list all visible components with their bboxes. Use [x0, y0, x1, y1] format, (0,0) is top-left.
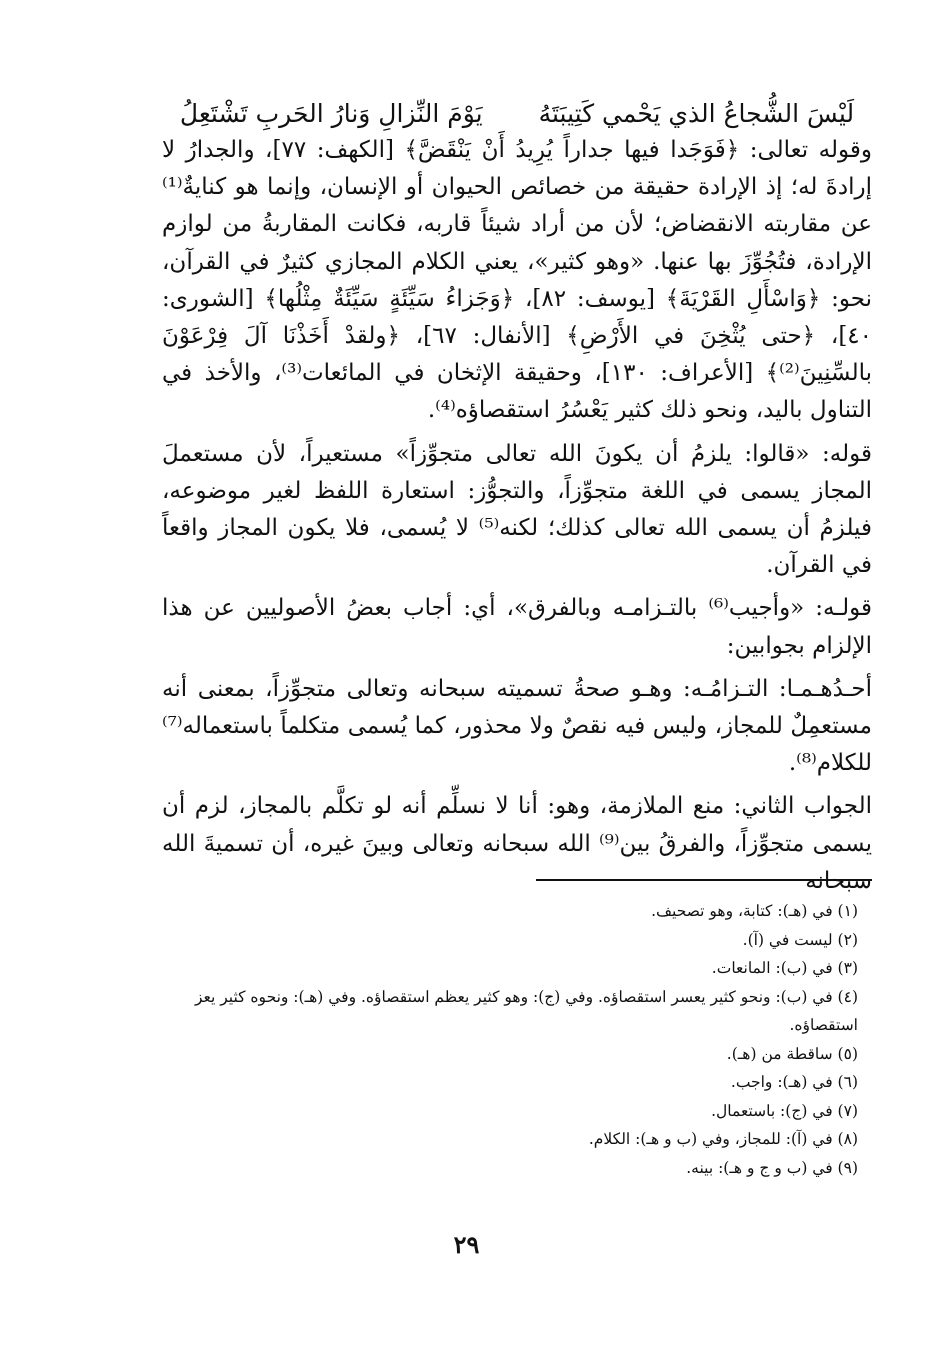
paragraph-reply-intro: قولـه: «وأجيب⁽⁶⁾ بالتـزامـه وبالفرق»، أي: أجاب بعضُ الأصوليين عن هذا الإلزام بجوابين:	[162, 595, 872, 659]
footnote-item: (٦) في (هـ): واجب.	[730, 1073, 858, 1091]
footnote-item: (٨) في (آ): للمجاز، وفي (ب و هـ): الكلام.	[588, 1130, 858, 1148]
footnote-item: (٩) في (ب و ج و هـ): بينه.	[686, 1158, 858, 1177]
footnotes-section	[150, 897, 862, 1182]
footnote-divider	[536, 879, 872, 881]
main-text	[162, 95, 872, 900]
poetry-verse	[162, 95, 872, 132]
paragraph-quran-examples: وقوله تعالى: ﴿فَوَجَدا فيها جداراً يُرِيدُ أَنْ يَنْقَضَّ﴾ [الكهف: ٧٧]، والجدارُ لا إرادةَ له؛ إذ الإرادة حقيقة من خصائص الحيوان أو الإنسان، وإنما هو كنايةٌ⁽¹⁾ عن مقاربته الانقضاض؛ لأن من أراد شيئاً قاربه، فكانت المقاربةُ من لوازم الإرادة، فتُجُوِّزَ بها عنها. «وهو كثير»، يعني الكلام المجازي كثيرٌ في القرآن، نحو: ﴿وَاسْأَلِ القَرْيَةَ﴾ [يوسف: ٨٢]، ﴿وَجَزاءُ سَيِّئَةٍ سَيِّئَةٌ مِثْلُها﴾ [الشورى: ٤٠]، ﴿حتى يُثْخِنَ في الأَرْضِ﴾ [الأنفال: ٦٧]، ﴿ولقدْ أَخَذْنَا آلَ فِرْعَوْنَ بالسِّنِينَ⁽²⁾﴾ [الأعراف: ١٣٠]، وحقيقة الإثخان في المائعات⁽³⁾، والأخذ في التناول باليد، ونحو ذلك كثير يَعْسُرُ استقصاؤه⁽⁴⁾.	[162, 137, 873, 424]
footnote-item: (٥) ساقطة من (هـ).	[726, 1044, 858, 1063]
footnote-item: (٧) في (ج): باستعمال.	[711, 1101, 858, 1120]
footnote-item: (٣) في (ب): المانعات.	[711, 959, 858, 977]
paragraph-objection: قوله: «قالوا: يلزمُ أن يكونَ الله تعالى متجوِّزاً» مستعيراً، لأن مستعملَ المجاز يسمى في اللغة متجوِّزاً، والتجوُّز: استعارة اللفظ لغير موضوعه، فيلزمُ أن يسمى الله تعالى كذلك؛ لكنه⁽⁵⁾ لا يُسمى، فلا يكون المجاز واقعاً في القرآن.	[162, 440, 872, 579]
paragraph-second-answer: الجواب الثاني: منع الملازمة، وهو: أنا لا نسلِّم أنه لو تكلَّم بالمجاز، لزم أن يسمى متجوِّزاً، والفرقُ بين⁽⁹⁾ الله سبحانه وتعالى وبينَ غيره، أن تسميةَ الله سبحانه	[162, 793, 872, 894]
footnote-item: (١) في (هـ): كتابة، وهو تصحيف.	[651, 902, 858, 920]
footnote-item: (٤) في (ب): ونحو كثير يعسر استقصاؤه. وفي (ج): وهو كثير يعظم استقصاؤه. وفي (هـ): ونحوه كثير يعز استقصاؤه.	[194, 987, 858, 1034]
footnote-item: (٢) ليست في (آ).	[742, 930, 858, 949]
verse-hemistich-first: لَيْسَ الشُّجاعُ الذي يَحْمي كَتِيبَتَهُ	[538, 99, 855, 128]
page-number: ٢٩	[453, 1230, 480, 1259]
verse-hemistich-second: يَوْمَ النِّزالِ وَنارُ الحَربِ تَشْتَعِلُ	[179, 99, 483, 128]
paragraph-first-answer: أحـدُهـمـا: التـزامُـه: وهـو صحةُ تسميته سبحانه وتعالى متجوِّزاً، بمعنى أنه مستعمِلٌ للمجاز، وليس فيه نقصٌ ولا محذور، كما يُسمى متكلماً باستعماله⁽⁷⁾ للكلام⁽⁸⁾.	[162, 675, 872, 777]
